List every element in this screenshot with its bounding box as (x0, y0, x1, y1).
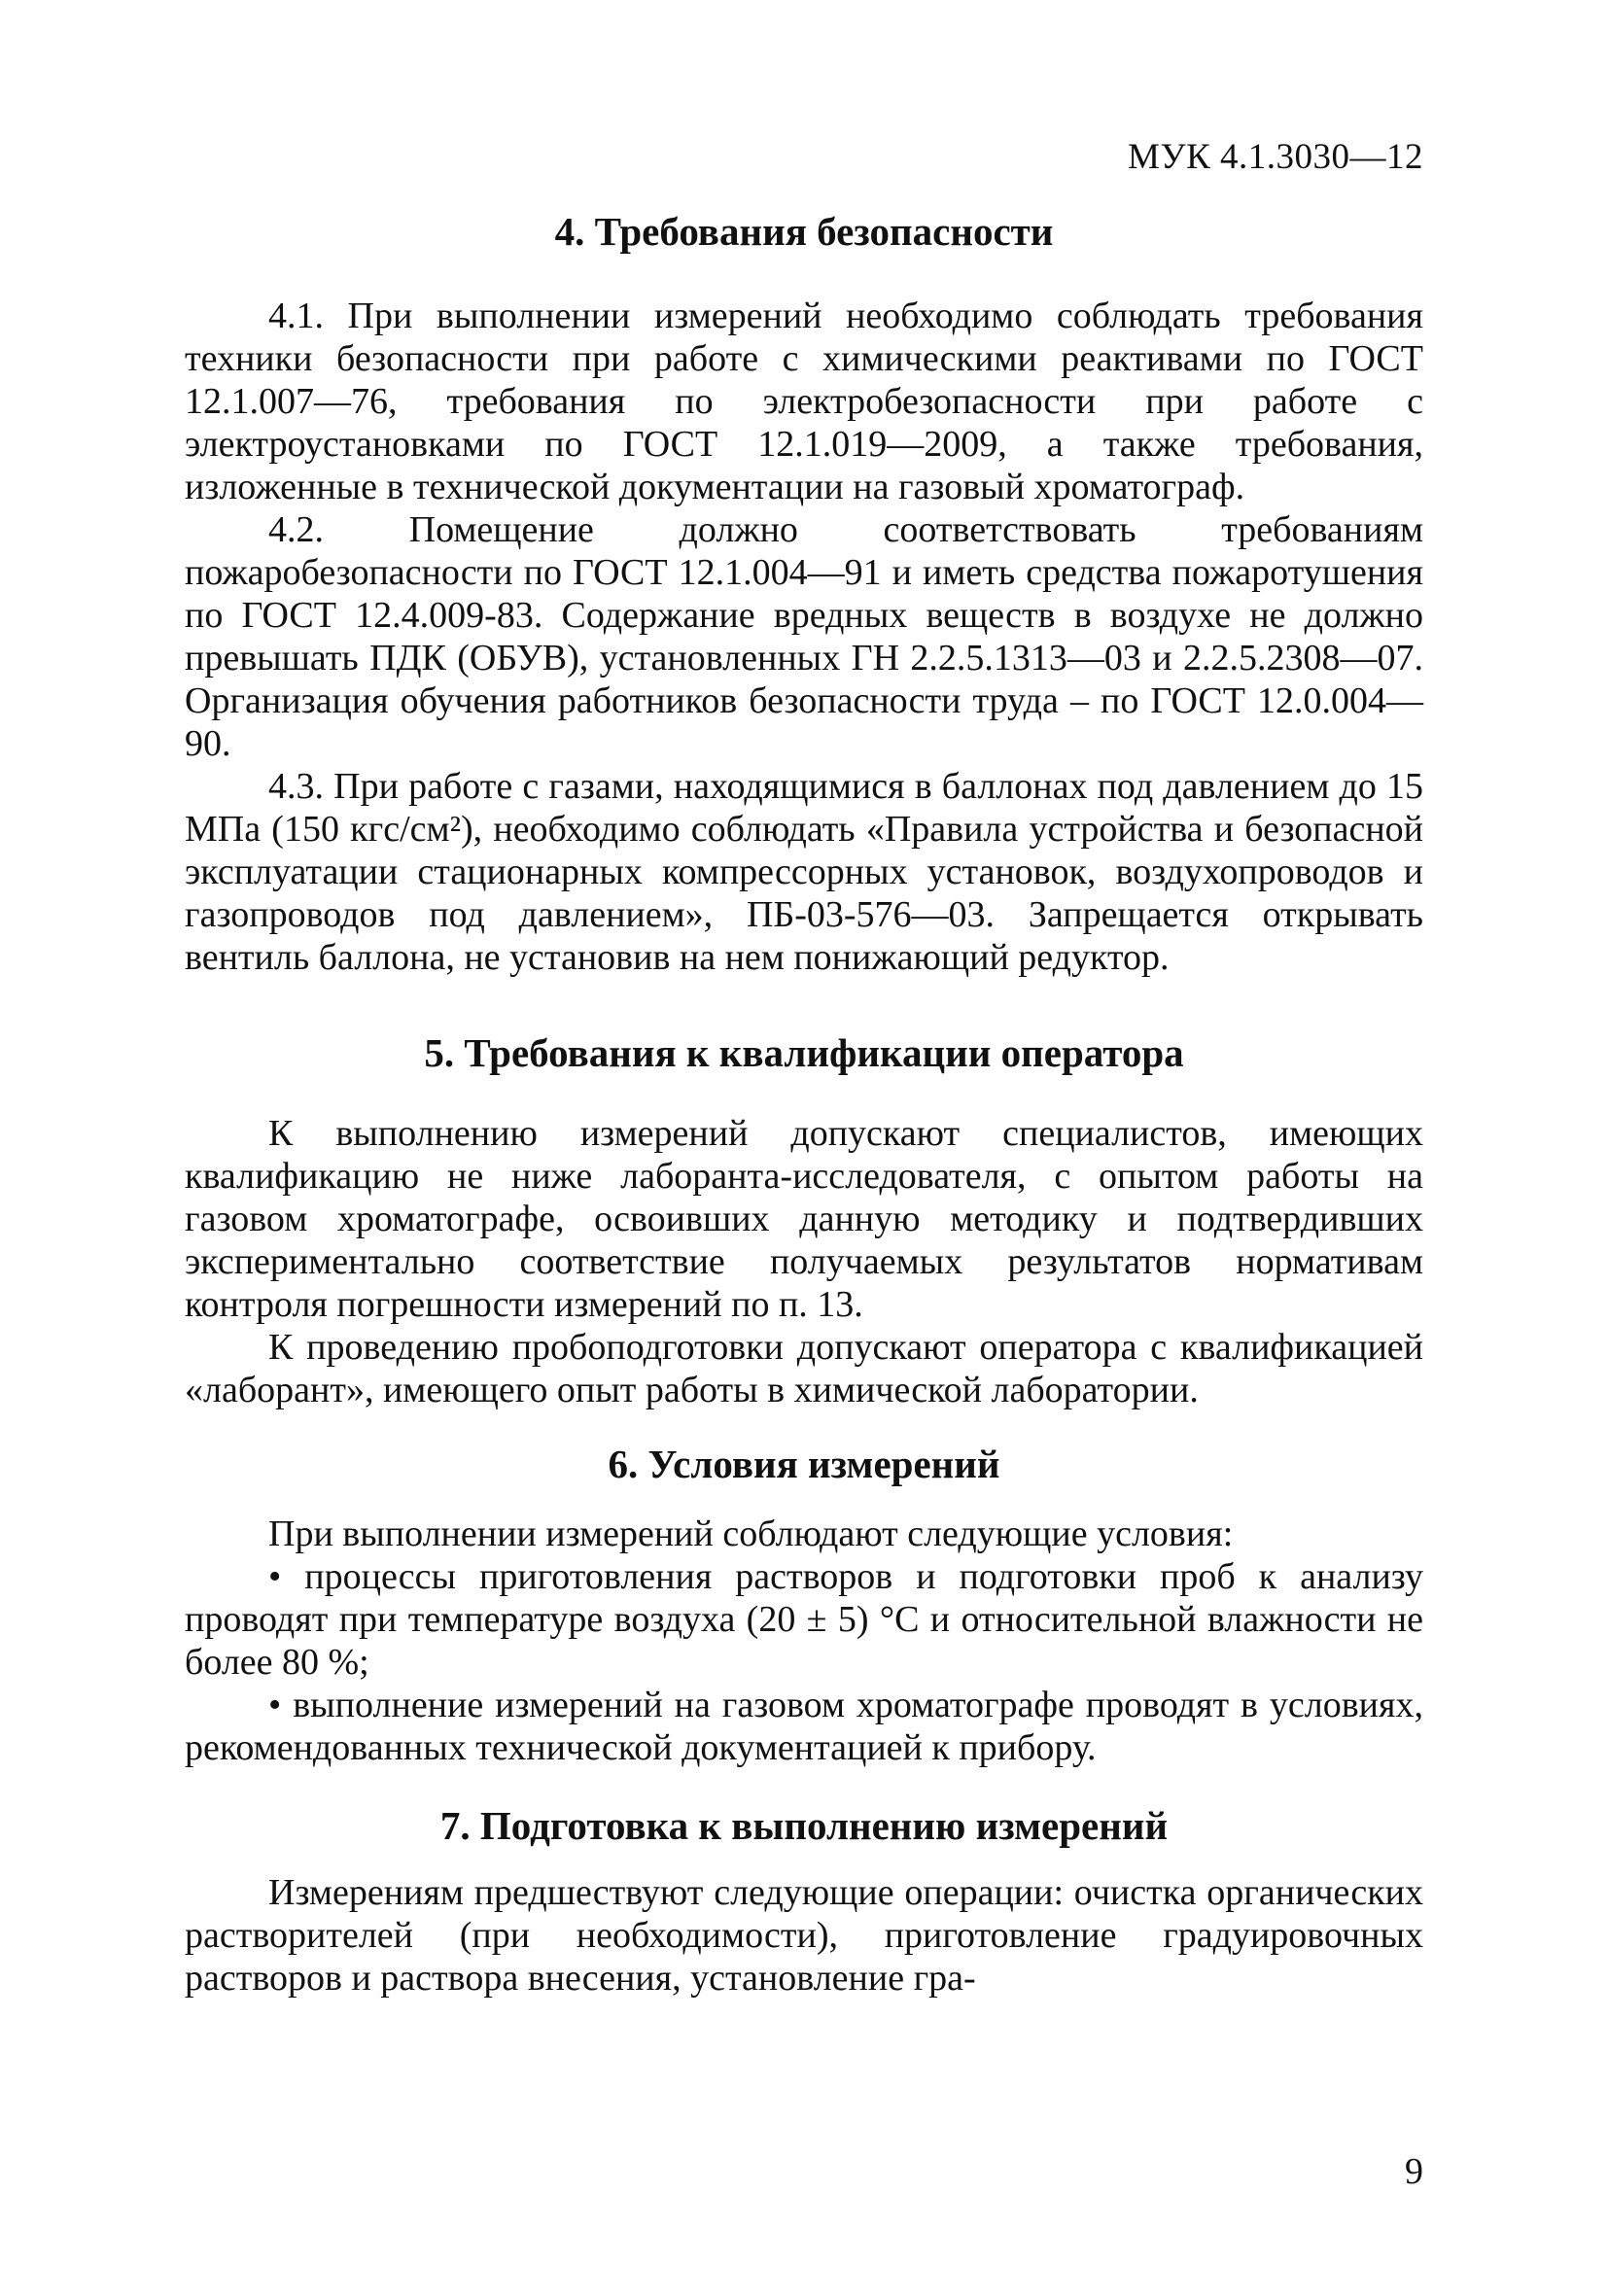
section-6-heading: 6. Условия измерений (608, 1442, 1000, 1487)
bullet-item-measurement: • выполнение измерений на газовом хроматографе проводят в условиях, рекомендованных технической документацией к прибору. (185, 1684, 1423, 1768)
page-body (185, 208, 1423, 2000)
paragraph-6-intro: При выполнении измерений соблюдают следующие условия: (268, 1513, 1234, 1554)
paragraph-7-1: Измерениям предшествуют следующие операции: очистка органических растворителей (при необходимости), приготовление градуировочных растворов и раствора внесения, установление гра- (185, 1871, 1423, 1999)
section-5-heading: 5. Требования к квалификации оператора (424, 1030, 1184, 1076)
paragraph-4-2: 4.2. Помещение должно соответствовать требованиям пожаробезопасности по ГОСТ 12.1.004—91 и иметь средства пожаротушения по ГОСТ 12.4.009-83. Содержание вредных веществ в воздухе не должно превышать ПДК (ОБУВ), установленных ГН 2.2.5.1313—03 и 2.2.5.2308—07. Организация обучения работников безопасности труда – по ГОСТ 12.0.004—90. (185, 509, 1423, 765)
section-4-heading: 4. Требования безопасности (554, 209, 1054, 254)
bullet-item-preparation: • процессы приготовления растворов и подготовки проб к анализу проводят при температуре воздуха (20 ± 5) °С и относительной влажности не более 80 %; (185, 1555, 1423, 1683)
paragraph-4-3: 4.3. При работе с газами, находящимися в баллонах под давлением до 15 МПа (150 кгс/см²), необходимо соблюдать «Правила устройства и безопасной эксплуатации стационарных компрессорных установок, воздухопроводов и газопроводов под давлением», ПБ-03-576—03. Запрещается открывать вентиль баллона, не установив на нем понижающий редуктор. (185, 766, 1423, 979)
paragraph-4-1: 4.1. При выполнении измерений необходимо соблюдать требования техники безопасности при работе с химическими реактивами по ГОСТ 12.1.007—76, требования по электробезопасности при работе с электроустановками по ГОСТ 12.1.019—2009, а также требования, изложенные в технической документации на газовый хроматограф. (185, 296, 1423, 508)
section-7-heading: 7. Подготовка к выполнению измерений (439, 1802, 1169, 1848)
document-code: МУК 4.1.3030—12 (1127, 137, 1423, 177)
paragraph-5-2: К проведению пробоподготовки допускают оператора с квалификацией «лаборант», имеющего опыт работы в химической лаборатории. (185, 1327, 1423, 1411)
paragraph-5-1: К выполнению измерений допускают специалистов, имеющих квалификацию не ниже лаборанта-исследователя, с опытом работы на газовом хроматографе, освоивших данную методику и подтвердивших экспериментально соответствие получаемых результатов нормативам контроля погрешности измерений по п. 13. (185, 1113, 1423, 1326)
page-number: 9 (1405, 2151, 1423, 2192)
